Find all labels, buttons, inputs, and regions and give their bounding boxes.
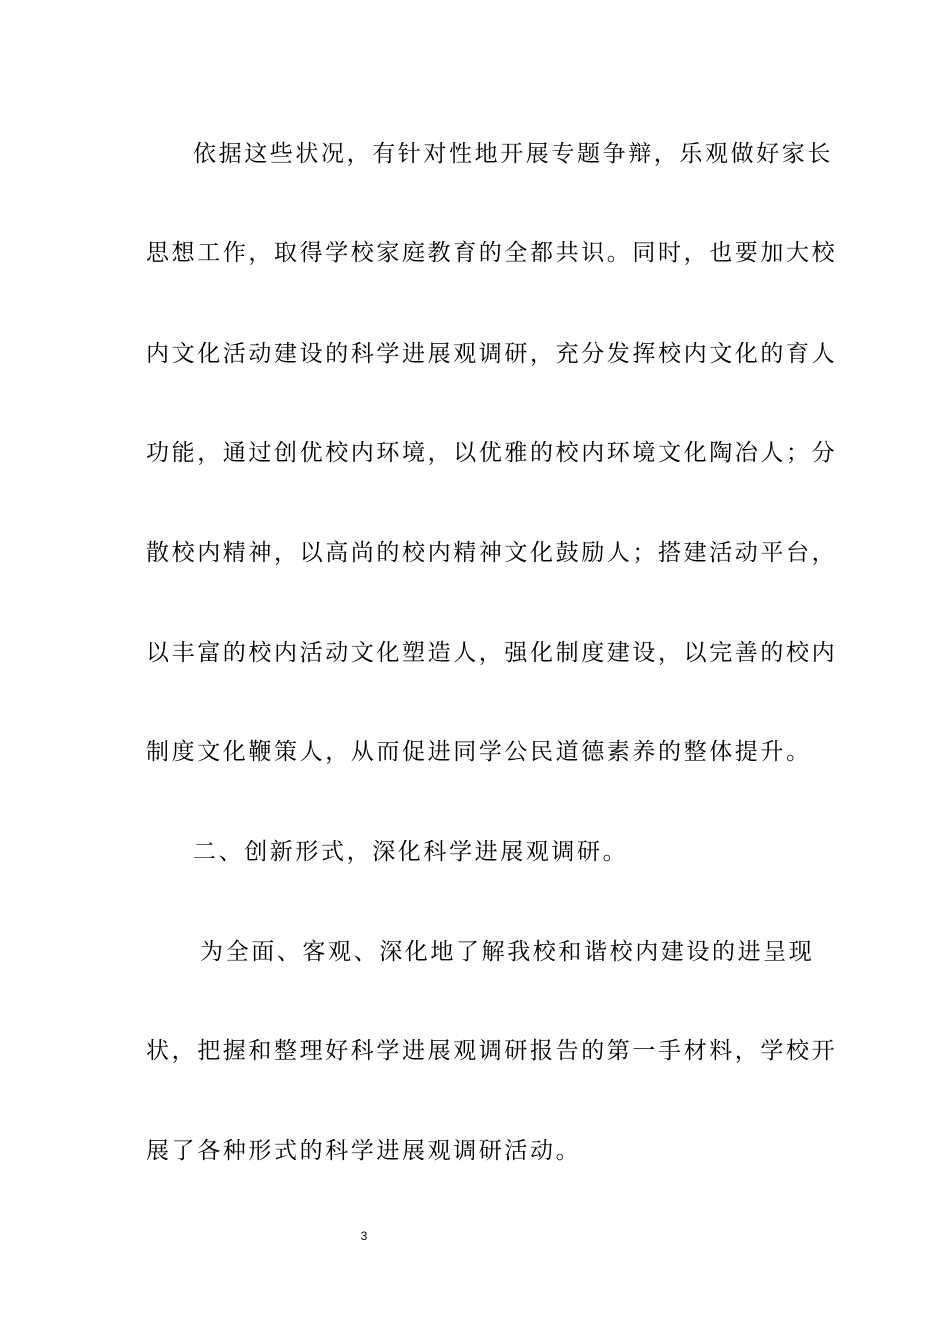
- paragraph-line: 状，把握和整理好科学进展观调研报告的第一手材料，学校开: [146, 1038, 838, 1064]
- paragraph-line: 展了各种形式的科学进展观调研活动。: [146, 1138, 582, 1164]
- paragraph-line: 思想工作，取得学校家庭教育的全都共识。同时，也要加大校: [146, 240, 838, 266]
- paragraph-line: 依据这些状况，有针对性地开展专题争辩，乐观做好家长: [193, 141, 833, 167]
- paragraph-line: 散校内精神，以高尚的校内精神文化鼓励人；搭建活动平台，: [146, 540, 838, 566]
- page-number: 3: [360, 1229, 368, 1243]
- paragraph-line: 功能，通过创优校内环境，以优雅的校内环境文化陶冶人；分: [146, 440, 838, 466]
- paragraph-line: 内文化活动建设的科学进展观调研，充分发挥校内文化的育人: [146, 341, 838, 367]
- paragraph-line: 以丰富的校内活动文化塑造人，强化制度建设，以完善的校内: [146, 640, 838, 666]
- paragraph-line: 制度文化鞭策人，从而促进同学公民道德素养的整体提升。: [146, 739, 812, 765]
- section-heading: 二、创新形式，深化科学进展观调研。: [193, 839, 629, 865]
- paragraph-line: 为全面、客观、深化地了解我校和谐校内建设的进呈现: [200, 939, 815, 965]
